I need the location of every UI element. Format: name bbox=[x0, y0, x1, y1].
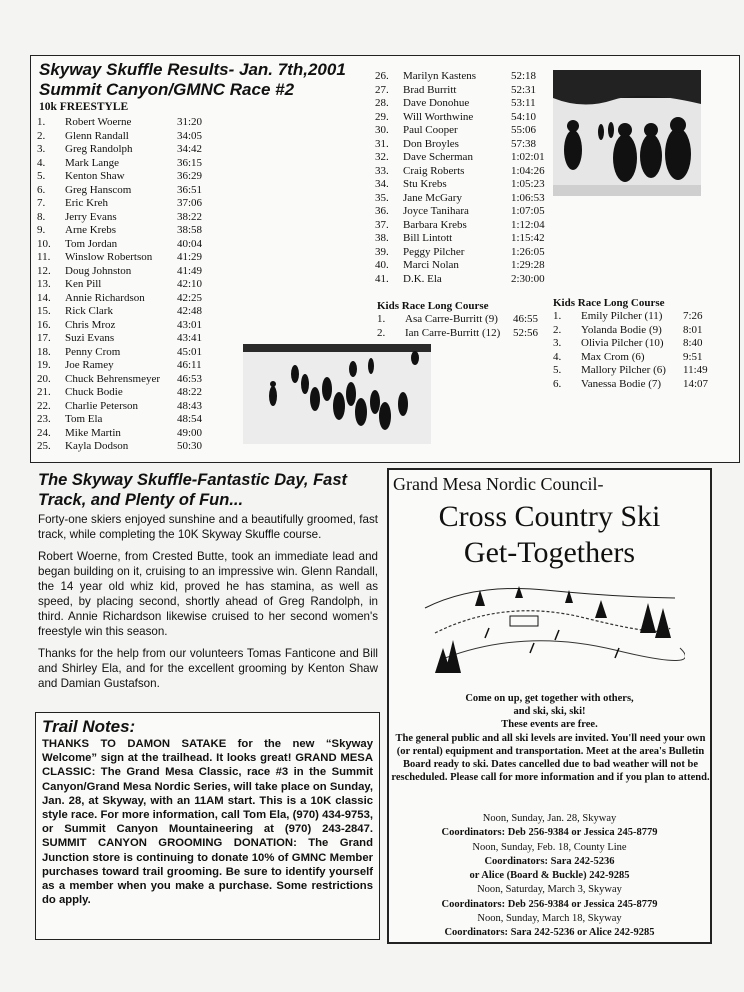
results-column-1 bbox=[37, 116, 237, 454]
result-row bbox=[375, 219, 555, 233]
result-row bbox=[37, 184, 237, 198]
result-time: 36:51 bbox=[177, 183, 203, 196]
result-place: 11. bbox=[37, 251, 51, 263]
result-time: 48:22 bbox=[177, 386, 203, 398]
results-title: Skyway Skuffle Results- Jan. 7th,2001 bbox=[39, 60, 346, 79]
result-name: Peggy Pilcher bbox=[403, 245, 465, 258]
result-place: 6. bbox=[553, 377, 562, 390]
result-row bbox=[37, 292, 237, 306]
result-name: Doug Johnston bbox=[65, 264, 132, 277]
result-place: 3. bbox=[553, 337, 562, 349]
result-name: Robert Woerne bbox=[65, 116, 132, 128]
trail-notes-title: Trail Notes: bbox=[42, 717, 136, 736]
result-name: Arne Krebs bbox=[65, 224, 117, 236]
result-row bbox=[37, 197, 237, 211]
result-row bbox=[37, 332, 237, 346]
result-name: Kayla Dodson bbox=[65, 440, 129, 452]
result-time: 8:01 bbox=[683, 323, 703, 336]
gmnc-invite-1: Come on up, get together with others, bbox=[465, 693, 634, 704]
result-row bbox=[37, 305, 237, 319]
result-name: Mallory Pilcher (6) bbox=[581, 364, 666, 376]
result-name: Winslow Robertson bbox=[65, 251, 153, 263]
result-row bbox=[375, 124, 555, 138]
result-place: 4. bbox=[553, 350, 562, 363]
result-row bbox=[37, 373, 237, 387]
result-place: 29. bbox=[375, 110, 389, 123]
result-row bbox=[553, 324, 733, 338]
schedule-event: Noon, Sunday, Feb. 18, County Line bbox=[472, 841, 627, 853]
result-time: 8:40 bbox=[683, 337, 703, 349]
result-row bbox=[37, 157, 237, 171]
result-row bbox=[37, 211, 237, 225]
result-time: 31:20 bbox=[177, 116, 203, 128]
result-name: Emily Pilcher (11) bbox=[581, 310, 663, 322]
result-place: 33. bbox=[375, 164, 389, 177]
result-place: 17. bbox=[37, 332, 51, 344]
result-place: 37. bbox=[375, 218, 389, 231]
result-name: Glenn Randall bbox=[65, 129, 129, 142]
result-place: 20. bbox=[37, 372, 51, 385]
result-name: Annie Richardson bbox=[65, 291, 145, 304]
result-time: 42:48 bbox=[177, 305, 203, 317]
result-place: 31. bbox=[375, 137, 389, 150]
result-row bbox=[37, 238, 237, 252]
result-place: 35. bbox=[375, 191, 389, 204]
result-time: 1:26:05 bbox=[511, 245, 545, 258]
result-place: 4. bbox=[37, 156, 46, 169]
result-row bbox=[553, 351, 733, 365]
result-place: 39. bbox=[375, 245, 389, 258]
result-row bbox=[37, 319, 237, 333]
trail-notes-box bbox=[35, 712, 380, 940]
result-name: Tom Jordan bbox=[65, 237, 118, 250]
result-row bbox=[375, 165, 555, 179]
result-time: 49:00 bbox=[177, 426, 203, 439]
schedule-event: Noon, Sunday, March 18, Skyway bbox=[477, 913, 622, 925]
results-category: 10k FREESTYLE bbox=[39, 101, 129, 113]
result-place: 40. bbox=[375, 259, 389, 271]
result-row bbox=[37, 251, 237, 265]
result-row bbox=[37, 278, 237, 292]
result-place: 15. bbox=[37, 305, 51, 317]
result-place: 32. bbox=[375, 151, 389, 163]
result-row bbox=[375, 97, 555, 111]
result-name: Charlie Peterson bbox=[65, 399, 139, 412]
results-box bbox=[30, 55, 740, 463]
kids-right-list bbox=[553, 310, 733, 391]
result-row bbox=[37, 359, 237, 373]
result-place: 34. bbox=[375, 178, 389, 190]
result-place: 2. bbox=[377, 326, 386, 339]
result-place: 16. bbox=[37, 318, 51, 331]
result-name: Chuck Behrensmeyer bbox=[65, 372, 160, 385]
result-name: Jane McGary bbox=[403, 191, 462, 204]
result-row bbox=[37, 143, 237, 157]
schedule-coordinators: Coordinators: Sara 242-5236 bbox=[484, 855, 615, 867]
result-row bbox=[377, 327, 557, 341]
result-name: Will Worthwine bbox=[403, 110, 474, 123]
result-name: D.K. Ela bbox=[403, 272, 442, 285]
result-time: 40:04 bbox=[177, 237, 203, 250]
result-time: 11:49 bbox=[683, 364, 708, 376]
result-time: 1:05:23 bbox=[511, 178, 545, 190]
result-time: 43:01 bbox=[177, 318, 203, 331]
result-row bbox=[375, 151, 555, 165]
result-row bbox=[37, 346, 237, 360]
result-row bbox=[375, 111, 555, 125]
result-place: 13. bbox=[37, 278, 51, 290]
result-row bbox=[553, 378, 733, 392]
result-name: Ken Pill bbox=[65, 278, 102, 290]
article bbox=[38, 470, 378, 698]
result-row bbox=[37, 170, 237, 184]
result-place: 28. bbox=[375, 97, 389, 109]
result-time: 1:06:53 bbox=[511, 191, 545, 204]
result-time: 14:07 bbox=[683, 377, 709, 390]
result-name: Eric Kreh bbox=[65, 197, 109, 209]
result-place: 38. bbox=[375, 232, 389, 244]
result-name: Joe Ramey bbox=[65, 359, 114, 371]
skiers-photo-top bbox=[553, 70, 701, 196]
result-place: 1. bbox=[377, 313, 386, 325]
article-paragraph: Robert Woerne, from Crested Butte, took an immediate lead and began building on it, cruising to an impressive win. Glenn Randall, the 14 year old whiz kid, proved he has stamina, as well as speed, by placing second, shortly ahead of Greg Randolph, in third. Annie Richardson likewise cruised to her second women's freestyle win this season. bbox=[38, 550, 378, 638]
result-place: 30. bbox=[375, 124, 389, 136]
result-time: 37:06 bbox=[177, 197, 203, 209]
result-name: Stu Krebs bbox=[403, 178, 447, 190]
result-row bbox=[553, 337, 733, 351]
result-place: 2. bbox=[37, 129, 46, 142]
result-name: Chuck Bodie bbox=[65, 386, 123, 398]
kids-left-list bbox=[377, 313, 557, 340]
result-name: Greg Hanscom bbox=[65, 183, 132, 196]
result-place: 22. bbox=[37, 399, 51, 412]
result-place: 36. bbox=[375, 205, 389, 217]
gmnc-invite-3: These events are free. bbox=[501, 719, 598, 730]
result-name: Suzi Evans bbox=[65, 332, 115, 344]
result-place: 23. bbox=[37, 413, 51, 425]
result-name: Mark Lange bbox=[65, 156, 120, 169]
gmnc-info: The general public and all ski levels are invited. You'll need your own (or rental) equipment and transportation. Meet at the area's Bulletin Board ready to ski. Dates cancelled due to bad weather will not be rescheduled. Please call for more information and if you plan to attend. bbox=[391, 733, 710, 783]
trail-notes-body: THANKS TO DAMON SATAKE for the new “Skyway Welcome” sign at the trailhead. It looks great! GRAND MESA CLASSIC: The Grand Mesa Classic, race #3 in the Summit Canyon/Grand Mesa Nordic Series, will take place on Sunday, Jan. 28, at Skyway, with an 11AM start. This is a 10K classic style race. For more information, call Tom Ela, (970) 434-9753, or Summit Canyon Mountaineering at (970) 243-2847. SUMMIT CANYON GROOMING DONATION: The Grand Junction store is continuing to donate 10% of GMNC Member purchases toward trail grooming. Be sure to identify yourself as a member when you make a purchase. Some restrictions do apply. bbox=[42, 738, 373, 907]
kids-right-title: Kids Race Long Course bbox=[553, 297, 665, 309]
result-time: 1:29:28 bbox=[511, 259, 545, 271]
result-time: 48:54 bbox=[177, 413, 203, 425]
result-place: 5. bbox=[37, 170, 46, 182]
article-paragraph: Thanks for the help from our volunteers Tomas Fanticone and Bill and Shirley Ela, and for the excellent grooming by Kenton Shaw and Damian Gustafson. bbox=[38, 647, 378, 690]
result-place: 7. bbox=[37, 197, 46, 209]
result-place: 8. bbox=[37, 210, 46, 223]
article-paragraph: Forty-one skiers enjoyed sunshine and a beautifully groomed, fast track, while completing the 10K Skyway Skuffle course. bbox=[38, 513, 378, 541]
result-time: 57:38 bbox=[511, 137, 537, 150]
result-name: Don Broyles bbox=[403, 137, 459, 150]
result-row bbox=[375, 192, 555, 206]
result-time: 52:18 bbox=[511, 70, 537, 82]
result-name: Kenton Shaw bbox=[65, 170, 125, 182]
result-place: 9. bbox=[37, 224, 46, 236]
result-time: 34:05 bbox=[177, 129, 203, 142]
result-name: Chris Mroz bbox=[65, 318, 116, 331]
result-name: Greg Randolph bbox=[65, 143, 133, 155]
result-time: 2:30:00 bbox=[511, 272, 545, 285]
ski-trail-illustration bbox=[415, 578, 685, 678]
result-time: 52:31 bbox=[511, 83, 537, 96]
result-name: Tom Ela bbox=[65, 413, 103, 425]
result-row bbox=[375, 138, 555, 152]
result-row bbox=[37, 427, 237, 441]
schedule-coordinators: Coordinators: Deb 256-9384 or Jessica 245-8779 bbox=[441, 898, 658, 910]
result-place: 24. bbox=[37, 426, 51, 439]
result-time: 46:53 bbox=[177, 372, 203, 385]
result-time: 1:02:01 bbox=[511, 151, 545, 163]
result-name: Vanessa Bodie (7) bbox=[581, 377, 662, 390]
result-name: Dave Scherman bbox=[403, 151, 473, 163]
result-row bbox=[37, 224, 237, 238]
result-time: 43:41 bbox=[177, 332, 203, 344]
result-row bbox=[37, 130, 237, 144]
result-row bbox=[553, 310, 733, 324]
result-row bbox=[375, 232, 555, 246]
result-time: 42:25 bbox=[177, 291, 203, 304]
result-place: 12. bbox=[37, 264, 51, 277]
result-time: 46:55 bbox=[513, 313, 539, 325]
result-row bbox=[375, 70, 555, 84]
result-row bbox=[37, 116, 237, 130]
schedule-event: Noon, Saturday, March 3, Skyway bbox=[477, 884, 622, 896]
result-time: 54:10 bbox=[511, 110, 537, 123]
result-time: 38:22 bbox=[177, 210, 203, 223]
result-name: Ian Carre-Burritt (12) bbox=[405, 326, 501, 339]
result-time: 1:15:42 bbox=[511, 232, 545, 244]
result-place: 26. bbox=[375, 70, 389, 82]
result-row bbox=[375, 178, 555, 192]
result-name: Marci Nolan bbox=[403, 259, 459, 271]
result-time: 41:49 bbox=[177, 264, 203, 277]
result-row bbox=[375, 246, 555, 260]
result-row bbox=[37, 400, 237, 414]
result-row bbox=[553, 364, 733, 378]
result-row bbox=[375, 205, 555, 219]
result-name: Rick Clark bbox=[65, 305, 113, 317]
result-place: 6. bbox=[37, 183, 46, 196]
result-name: Brad Burritt bbox=[403, 83, 457, 96]
result-row bbox=[37, 440, 237, 454]
result-time: 42:10 bbox=[177, 278, 203, 290]
result-time: 7:26 bbox=[683, 310, 703, 322]
article-title: The Skyway Skuffle-Fantastic Day, Fast Track, and Plenty of Fun... bbox=[38, 471, 348, 509]
result-row bbox=[37, 265, 237, 279]
result-place: 19. bbox=[37, 359, 51, 371]
result-time: 38:58 bbox=[177, 224, 203, 236]
result-time: 52:56 bbox=[513, 326, 539, 339]
result-name: Jerry Evans bbox=[65, 210, 117, 223]
result-place: 25. bbox=[37, 440, 51, 452]
result-time: 36:15 bbox=[177, 156, 203, 169]
result-name: Bill Lintott bbox=[403, 232, 453, 244]
schedule-coordinators: or Alice (Board & Buckle) 242-9285 bbox=[469, 870, 630, 882]
result-place: 5. bbox=[553, 364, 562, 376]
result-name: Joyce Tanihara bbox=[403, 205, 469, 217]
result-row bbox=[377, 313, 557, 327]
result-name: Craig Roberts bbox=[403, 164, 465, 177]
result-place: 18. bbox=[37, 345, 51, 358]
result-time: 48:43 bbox=[177, 399, 203, 412]
result-row bbox=[375, 273, 555, 287]
gmnc-flyer bbox=[387, 468, 712, 944]
result-name: Max Crom (6) bbox=[581, 350, 645, 363]
result-name: Asa Carre-Burritt (9) bbox=[405, 313, 498, 325]
result-time: 1:12:04 bbox=[511, 218, 545, 231]
gmnc-title-line-1: Cross Country Ski bbox=[438, 500, 661, 533]
result-name: Mike Martin bbox=[65, 426, 121, 439]
skiers-photo-bottom bbox=[243, 344, 431, 444]
result-name: Olivia Pilcher (10) bbox=[581, 337, 664, 349]
result-time: 34:42 bbox=[177, 143, 203, 155]
result-name: Dave Donohue bbox=[403, 97, 470, 109]
result-time: 9:51 bbox=[683, 350, 703, 363]
gmnc-title-line-2: Get-Togethers bbox=[463, 536, 636, 569]
result-name: Marilyn Kastens bbox=[403, 70, 477, 82]
kids-left-title: Kids Race Long Course bbox=[377, 300, 489, 312]
result-place: 27. bbox=[375, 83, 389, 96]
result-time: 45:01 bbox=[177, 345, 203, 358]
result-place: 1. bbox=[553, 310, 562, 322]
result-time: 1:04:26 bbox=[511, 164, 545, 177]
result-place: 14. bbox=[37, 291, 51, 304]
result-time: 50:30 bbox=[177, 440, 203, 452]
schedule-coordinators: Coordinators: Sara 242-5236 or Alice 242-9285 bbox=[444, 927, 655, 939]
gmnc-header: Grand Mesa Nordic Council- bbox=[393, 474, 604, 494]
result-time: 1:07:05 bbox=[511, 205, 545, 217]
result-row bbox=[37, 386, 237, 400]
article-body bbox=[38, 512, 378, 691]
result-name: Barbara Krebs bbox=[403, 218, 467, 231]
result-place: 2. bbox=[553, 323, 562, 336]
result-place: 3. bbox=[37, 143, 46, 155]
schedule-event: Noon, Sunday, Jan. 28, Skyway bbox=[482, 813, 617, 824]
gmnc-schedule bbox=[389, 812, 710, 941]
result-time: 36:29 bbox=[177, 170, 203, 182]
result-place: 41. bbox=[375, 272, 389, 285]
result-row bbox=[37, 413, 237, 427]
results-subtitle: Summit Canyon/GMNC Race #2 bbox=[39, 80, 295, 99]
results-column-2 bbox=[375, 70, 555, 286]
result-name: Paul Cooper bbox=[403, 124, 458, 136]
result-place: 10. bbox=[37, 237, 51, 250]
result-row bbox=[375, 84, 555, 98]
result-time: 41:29 bbox=[177, 251, 203, 263]
result-name: Penny Crom bbox=[65, 345, 121, 358]
result-place: 1. bbox=[37, 116, 46, 128]
schedule-coordinators: Coordinators: Deb 256-9384 or Jessica 245-8779 bbox=[441, 827, 658, 839]
result-place: 21. bbox=[37, 386, 51, 398]
result-row bbox=[375, 259, 555, 273]
gmnc-invite-2: and ski, ski, ski! bbox=[513, 706, 586, 717]
result-time: 46:11 bbox=[177, 359, 202, 371]
result-name: Yolanda Bodie (9) bbox=[581, 323, 662, 336]
result-time: 55:06 bbox=[511, 124, 537, 136]
result-time: 53:11 bbox=[511, 97, 536, 109]
